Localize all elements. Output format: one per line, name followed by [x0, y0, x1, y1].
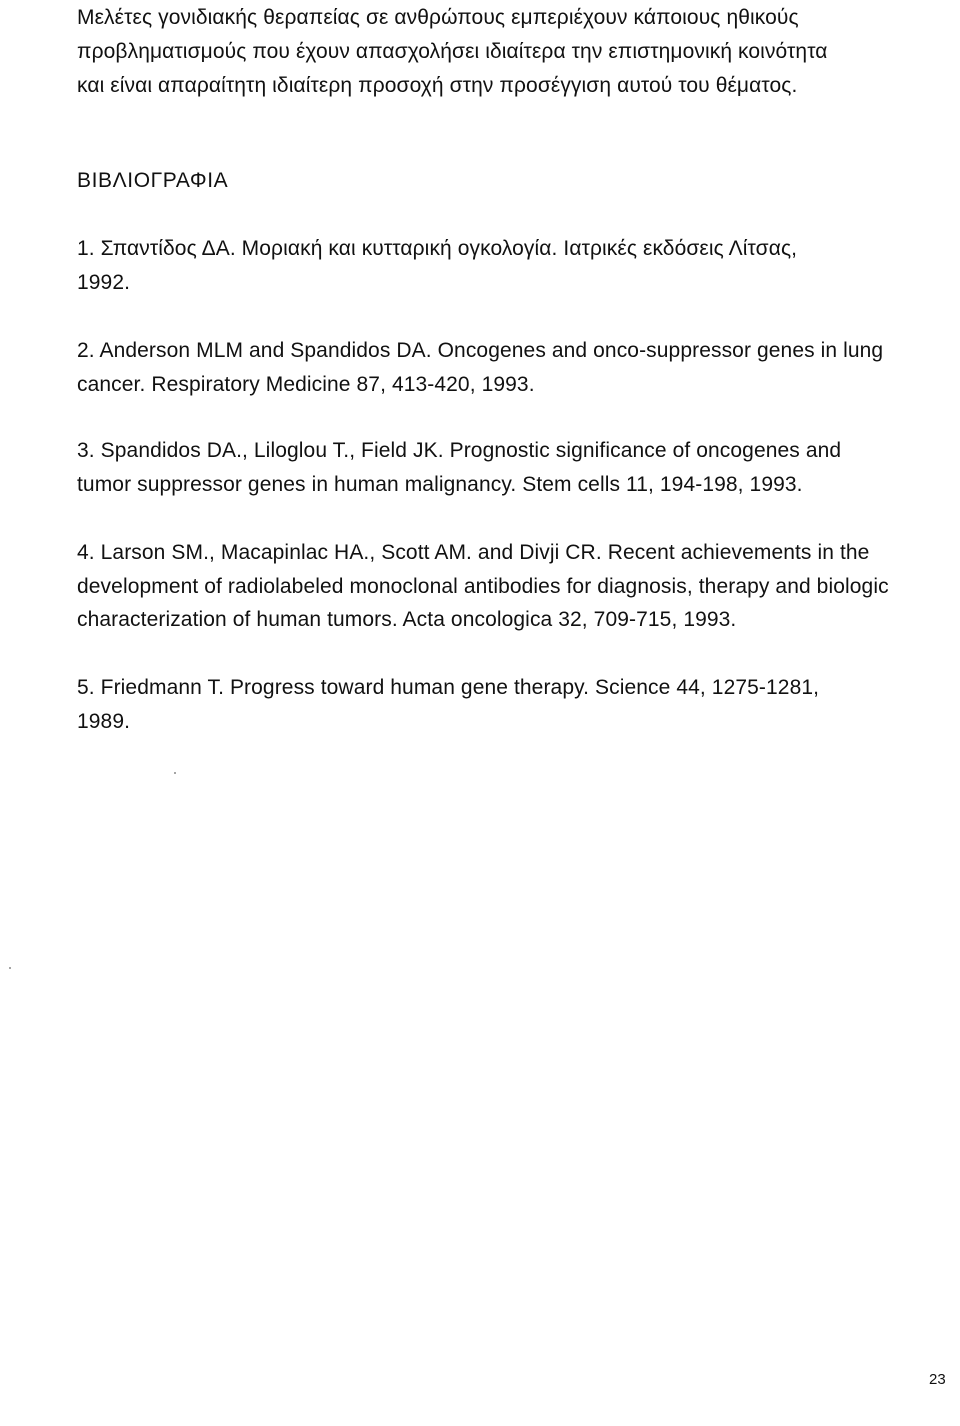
- reference-line: cancer. Respiratory Medicine 87, 413-420, 1993.: [77, 373, 535, 396]
- bibliography-heading: ΒΙΒΛΙΟΓΡΑΦΙΑ: [77, 169, 229, 192]
- page-number: 23: [929, 1371, 946, 1388]
- intro-line: προβληματισμούς που έχουν απασχολήσει ιδιαίτερα την επιστημονική κοινότητα: [77, 40, 828, 63]
- reference-line: 2. Anderson MLM and Spandidos DA. Oncogenes and onco-suppressor genes in lung: [77, 339, 884, 362]
- reference-line: development of radiolabeled monoclonal antibodies for diagnosis, therapy and biologic: [77, 575, 889, 598]
- reference-line: 1992.: [77, 271, 131, 294]
- scan-speck: [174, 772, 176, 774]
- reference-line: 1. Σπαντίδος ΔΑ. Μοριακή και κυτταρική ογκολογία. Ιατρικές εκδόσεις Λίτσας,: [77, 237, 798, 260]
- reference-line: 3. Spandidos DA., Liloglou T., Field JK. Prognostic significance of oncogenes and: [77, 439, 842, 462]
- reference-line: 1989.: [77, 710, 131, 733]
- intro-line: και είναι απαραίτητη ιδιαίτερη προσοχή στην προσέγγιση αυτού του θέματος.: [77, 74, 798, 97]
- scan-speck: [9, 967, 11, 969]
- intro-line: Μελέτες γονιδιακής θεραπείας σε ανθρώπους εμπεριέχουν κάποιους ηθικούς: [77, 6, 799, 29]
- reference-line: tumor suppressor genes in human malignancy. Stem cells 11, 194-198, 1993.: [77, 473, 803, 496]
- reference-line: 5. Friedmann T. Progress toward human gene therapy. Science 44, 1275-1281,: [77, 676, 820, 699]
- reference-line: characterization of human tumors. Acta oncologica 32, 709-715, 1993.: [77, 608, 737, 631]
- reference-line: 4. Larson SM., Macapinlac HA., Scott AM. and Divji CR. Recent achievements in the: [77, 541, 870, 564]
